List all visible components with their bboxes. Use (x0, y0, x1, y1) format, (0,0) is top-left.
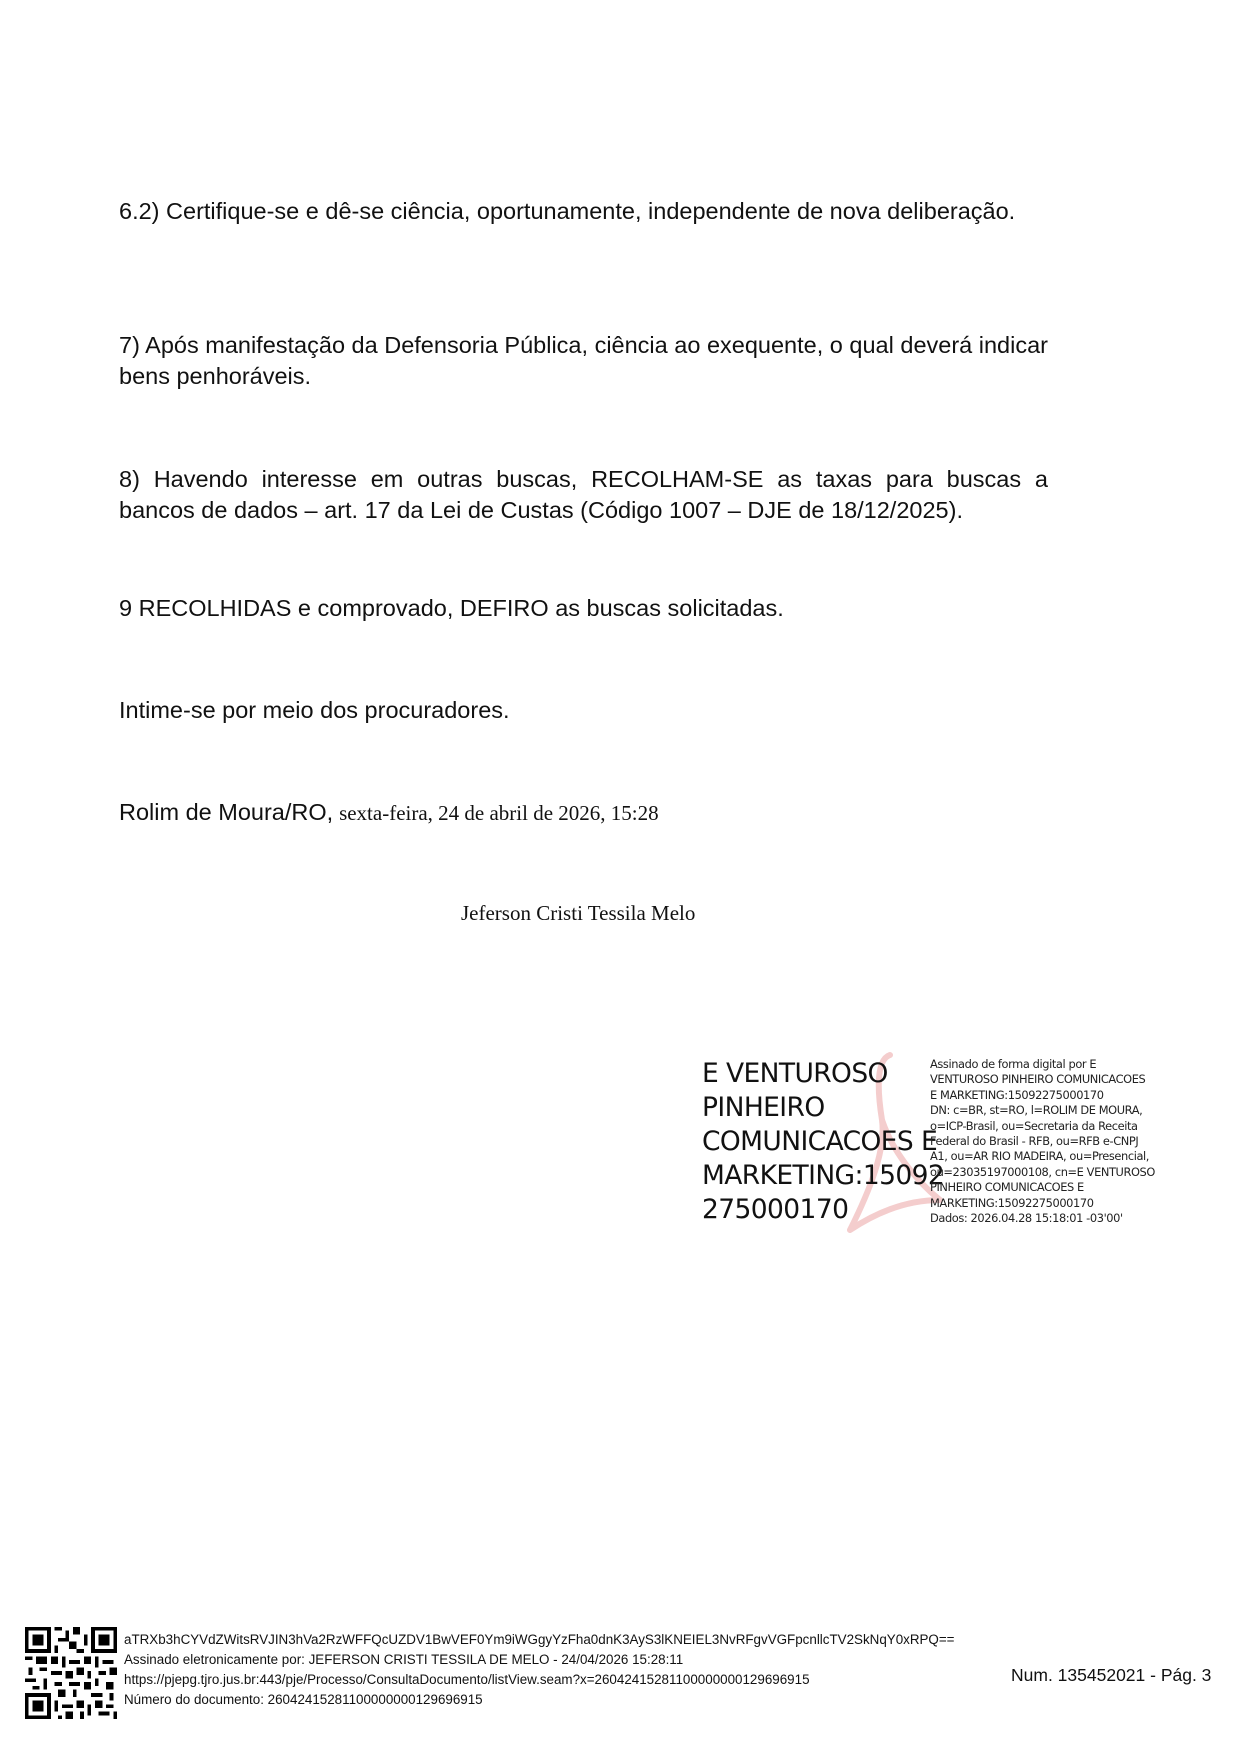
footer-info (124, 1630, 955, 1710)
place-date-line (119, 799, 659, 827)
footer-document-number: Número do documento: 26042415281100000000129696915 (124, 1692, 483, 1707)
detail-line: MARKETING:15092275000170 (930, 1195, 1094, 1210)
page-number: Num. 135452021 - Pág. 3 (1011, 1665, 1212, 1685)
judge-name: Jeferson Cristi Tessila Melo (461, 901, 696, 925)
signer-line: MARKETING:15092 (702, 1160, 945, 1191)
paragraph-intimacao: Intime-se por meio dos procuradores. (119, 697, 510, 723)
signature-details (930, 1057, 1155, 1226)
detail-line: Dados: 2026.04.28 15:18:01 -03'00' (930, 1211, 1123, 1226)
footer-signed-by: Assinado eletronicamente por: JEFERSON CRISTI TESSILA DE MELO - 24/04/2026 15:28:11 (124, 1652, 684, 1667)
detail-line: Federal do Brasil - RFB, ou=RFB e-CNPJ (930, 1134, 1139, 1149)
qr-code-icon[interactable] (25, 1627, 117, 1719)
detail-line: PINHEIRO COMUNICACOES E (930, 1180, 1084, 1195)
signer-line: COMUNICACOES E (702, 1126, 938, 1157)
detail-line: A1, ou=AR RIO MADEIRA, ou=Presencial, (930, 1149, 1150, 1164)
detail-line: ou=23035197000108, cn=E VENTUROSO (930, 1164, 1155, 1179)
detail-line: E MARKETING:15092275000170 (930, 1087, 1104, 1102)
paragraph-9: 9 RECOLHIDAS e comprovado, DEFIRO as buscas solicitadas. (119, 595, 784, 621)
detail-line: DN: c=BR, st=RO, l=ROLIM DE MOURA, (930, 1103, 1143, 1118)
detail-line: o=ICP-Brasil, ou=Secretaria da Receita (930, 1118, 1138, 1133)
place: Rolim de Moura/RO, (119, 799, 334, 825)
signer-line: E VENTUROSO (702, 1058, 888, 1089)
signer-line: 275000170 (702, 1194, 849, 1225)
footer-url[interactable]: https://pjepg.tjro.jus.br:443/pje/Processo/ConsultaDocumento/listView.seam?x=26042415281100000000129696915 (124, 1672, 810, 1687)
detail-line: VENTUROSO PINHEIRO COMUNICACOES (930, 1072, 1146, 1087)
footer-hash: aTRXb3hCYVdZWitsRVJIN3hVa2RzWFFQcUZDV1BwVEF0Ym9iWGgyYzFha0dnK3AyS3lKNEIEL3NvRFgvVGFpcnllcTV2SkNqY0xRPQ== (124, 1632, 955, 1647)
paragraph-8: 8) Havendo interesse em outras buscas, RECOLHAM-SE as taxas para buscas a bancos de dados – art. 17 da Lei de Custas (Código 1007 – DJE de 18/12/2025). (119, 466, 1048, 523)
date: sexta-feira, 24 de abril de 2026, 15:28 (339, 801, 659, 825)
detail-line: Assinado de forma digital por E (930, 1057, 1097, 1071)
signer-line: PINHEIRO (702, 1092, 825, 1123)
paragraph-7: 7) Após manifestação da Defensoria Pública, ciência ao exequente, o qual deverá indicar bens penhoráveis. (119, 332, 1048, 389)
signer-name-block (702, 1057, 944, 1227)
paragraph-6-2: 6.2) Certifique-se e dê-se ciência, oportunamente, independente de nova deliberação. (119, 198, 1016, 224)
